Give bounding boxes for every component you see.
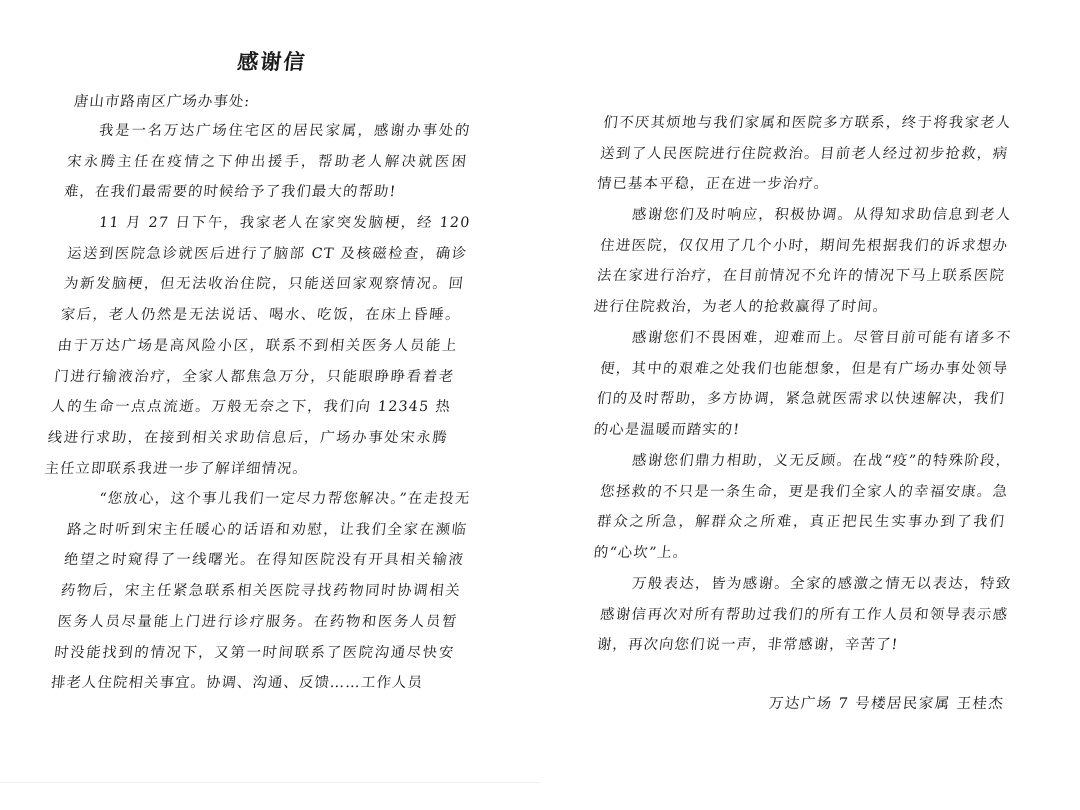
letter-paragraph: 万般表达，皆为感谢。全家的感激之情无以表达，特致感谢信再次对所有帮助过我们的所有工作人员和领导表示感谢，再次向您们说一声，非常感谢，辛苦了! — [596, 575, 1013, 653]
letter-paragraph: “您放心，这个事儿我们一定尽力帮您解决。”在走投无路之时听到宋主任暖心的话语和劝慰，让我们全家在濒临绝望之时窥得了一线曙光。在得知医院没有开具相关输液药物后，宋主任紧急联系相关医院寻找药物同时协调相关医务人员尽量能上门进行诊疗服务。在药物和医务人员暂时没能找到的情况下，又第一时间联系了医院沟通尽快安排老人住院相关事宜。协调、沟通、反馈……工作人员 — [50, 491, 472, 692]
letter-paragraph: 感谢您们鼎力相助，义无反顾。在战“疫”的特殊阶段，您拯救的不只是一条生命，更是我们全家人的幸福安康。急群众之所急，解群众之所难，真正把民生实事办到了我们的“心坎”上。 — [592, 452, 1013, 561]
letter-paragraph: 感谢您们不畏困难，迎难而上。尽管目前可能有诸多不便，其中的艰难之处我们也能想象，但是有广场办事处领导们的及时帮助，多方协调，紧急就医需求以快速解决，我们的心是温暖而踏实的! — [592, 329, 1013, 439]
letter-title: 感谢信 — [236, 49, 308, 74]
letter-body-right — [592, 108, 1013, 661]
letter-body-left — [43, 116, 472, 699]
letter-paragraph-continued: 们不厌其烦地与我们家属和医院多方联系，终于将我家老人送到了人民医院进行住院救治。目前老人经过初步抢救，病情已基本平稳，正在进一步治疗。 — [596, 115, 1013, 193]
letter-salutation: 唐山市路南区广场办事处: — [73, 94, 252, 110]
letter-signature: 万达广场 7 号楼居民家属 王桂杰 — [767, 696, 1005, 712]
letter-paragraph: 11 月 27 日下午，我家老人在家突发脑梗，经 120 运送到医院急诊就医后进行了脑部 CT 及核磁检查，确诊为新发脑梗，但无法收治住院，只能送回家观察情况。回家后，老人仍然是无法说话、喝水、吃饭，在床上昏睡。由于万达广场是高风险小区，联系不到相关医务人员能上门进行输液治疗，全家人都焦急万分，只能眼睁睁看着老人的生命一点点流逝。万般无奈之下，我们向 12345 热线进行求助，在接到相关求助信息后，广场办事处宋永腾主任立即联系我进一步了解详细情况。 — [43, 215, 472, 477]
letter-paragraph: 感谢您们及时响应，积极协调。从得知求助信息到老人住进医院，仅仅用了几个小时，期间先根据我们的诉求想办法在家进行治疗，在目前情况不允许的情况下马上联系医院进行住院救治，为老人的抢救赢得了时间。 — [592, 207, 1013, 316]
letter-paragraph: 我是一名万达广场住宅区的居民家属，感谢办事处的宋永腾主任在疫情之下伸出援手，帮助老人解决就医困难，在我们最需要的时候给予了我们最大的帮助! — [63, 123, 472, 201]
letter-page-left — [0, 0, 540, 783]
